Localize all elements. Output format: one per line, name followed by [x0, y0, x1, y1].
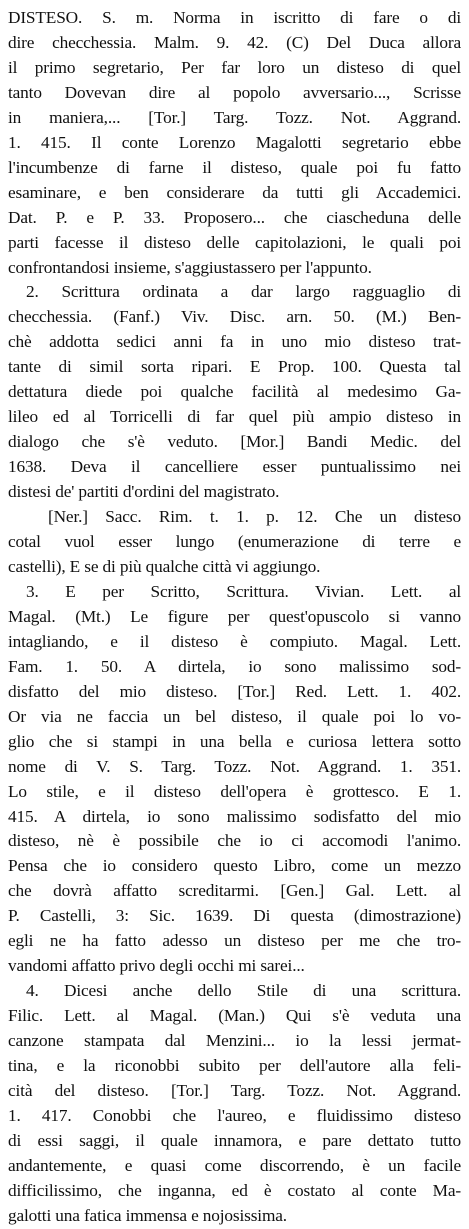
- entry-line: confrontandosi insieme, s'aggiustassero per l'appunto.: [8, 257, 372, 277]
- entry-line: Or via ne faccia un bel disteso, il quale poi lo vo-: [8, 706, 461, 726]
- entry-line: egli ne ha fatto adesso un disteso per me che tro-: [8, 931, 461, 951]
- entry-line: dialogo che s'è veduto. [Mor.] Bandi Medic. del: [8, 432, 461, 452]
- entry-line: Pensa che io considero questo Libro, come un mezzo: [8, 856, 461, 876]
- sense-4-line: 4. Dicesi anche dello Stile di una scrittura.: [26, 981, 461, 1001]
- entry-line: checchessia. (Fanf.) Viv. Disc. arn. 50. (M.) Ben-: [8, 307, 461, 327]
- entry-line: di essi saggi, il quale innamora, e pare dettato tutto: [8, 1130, 461, 1150]
- sense-2-line: 2. Scrittura ordinata a dar largo ragguaglio di: [26, 282, 461, 302]
- entry-line: distesi de' partiti d'ordini del magistrato.: [8, 482, 280, 502]
- entry-line: dire checchessia. Malm. 9. 42. (C) Del Duca allora: [8, 32, 461, 52]
- entry-line: 1. 415. Il conte Lorenzo Magalotti segretario ebbe: [8, 132, 461, 152]
- entry-line: DISTESO. S. m. Norma in iscritto di fare o di: [8, 8, 461, 27]
- entry-line: l'incumbenze di farne il disteso, quale poi fu fatto: [8, 157, 461, 177]
- sense-3-line: 3. E per Scritto, Scrittura. Vivian. Lett. al: [26, 581, 461, 601]
- entry-line: chè addotta sedici anni fa in uno mio disteso trat-: [8, 332, 461, 352]
- entry-line: nome di V. S. Targ. Tozz. Not. Aggrand. 1. 351.: [8, 756, 461, 776]
- entry-line: Lo stile, e il disteso dell'opera è grottesco. E 1.: [8, 781, 461, 801]
- entry-line: tanto Dovevan dire al popolo avversario..., Scrisse: [8, 82, 461, 102]
- entry-line: 1. 417. Conobbi che l'aureo, e fluidissimo disteso: [8, 1105, 461, 1125]
- entry-line: castelli), E se di più qualche città vi aggiungo.: [8, 556, 321, 576]
- entry-line: cità del disteso. [Tor.] Targ. Tozz. Not. Aggrand.: [8, 1080, 461, 1100]
- entry-line: cotal vuol esser lungo (enumerazione di terre e: [8, 532, 461, 552]
- entry-line: in maniera,... [Tor.] Targ. Tozz. Not. Aggrand.: [8, 107, 461, 127]
- entry-line: 1638. Deva il cancelliere esser puntualissimo nei: [8, 457, 461, 477]
- entry-line: disfatto del mio disteso. [Tor.] Red. Lett. 1. 402.: [8, 681, 461, 701]
- entry-line: esaminare, e ben considerare da tutti gli Accademici.: [8, 182, 461, 202]
- entry-line: parti facesse il disteso delle capitolazioni, le quali poi: [8, 232, 461, 252]
- entry-line: disteso, nè è possibile che io ci accomodi l'animo.: [8, 831, 461, 851]
- entry-line: Filic. Lett. al Magal. (Man.) Qui s'è veduta una: [8, 1006, 461, 1026]
- entry-line: tina, e la riconobbi subito per dell'autore alla feli-: [8, 1056, 461, 1076]
- entry-line: Magal. (Mt.) Le figure per quest'opuscolo si vanno: [8, 606, 461, 626]
- entry-line: 415. A dirtela, io sono malissimo sodisfatto del mio: [8, 806, 461, 826]
- entry-line: difficilissimo, che inganna, ed è costato al conte Ma-: [8, 1180, 461, 1200]
- entry-line: intagliando, e il disteso è compiuto. Magal. Lett.: [8, 631, 461, 651]
- entry-line: galotti una fatica immensa e nojosissima.: [8, 1205, 287, 1225]
- entry-line: tante di simil sorta ripari. E Prop. 100. Questa tal: [8, 357, 461, 377]
- entry-line: dettatura diede poi qualche facilità al medesimo Ga-: [8, 382, 461, 402]
- entry-line: P. Castelli, 3: Sic. 1639. Di questa (dimostrazione): [8, 906, 461, 926]
- entry-line: glio che si stampi in una bella e curiosa lettera sotto: [8, 731, 461, 751]
- entry-line: lileo ed al Torricelli di far quel più ampio disteso in: [8, 407, 461, 427]
- entry-line: Fam. 1. 50. A dirtela, io sono malissimo sod-: [8, 656, 461, 676]
- entry-line: il primo segretario, Per far loro un disteso di quel: [8, 57, 461, 77]
- entry-line: canzone stampata dal Menzini... io la lessi jermat-: [8, 1031, 461, 1051]
- entry-line: andantemente, e quasi come discorrendo, è un facile: [8, 1155, 461, 1175]
- entry-line: vandomi affatto privo degli occhi mi sarei...: [8, 956, 305, 976]
- entry-line: Dat. P. e P. 33. Proposero... che ciascheduna delle: [8, 207, 461, 227]
- entry-line: [Ner.] Sacc. Rim. t. 1. p. 12. Che un disteso: [48, 507, 461, 527]
- entry-line: che dovrà affatto screditarmi. [Gen.] Gal. Lett. al: [8, 881, 461, 901]
